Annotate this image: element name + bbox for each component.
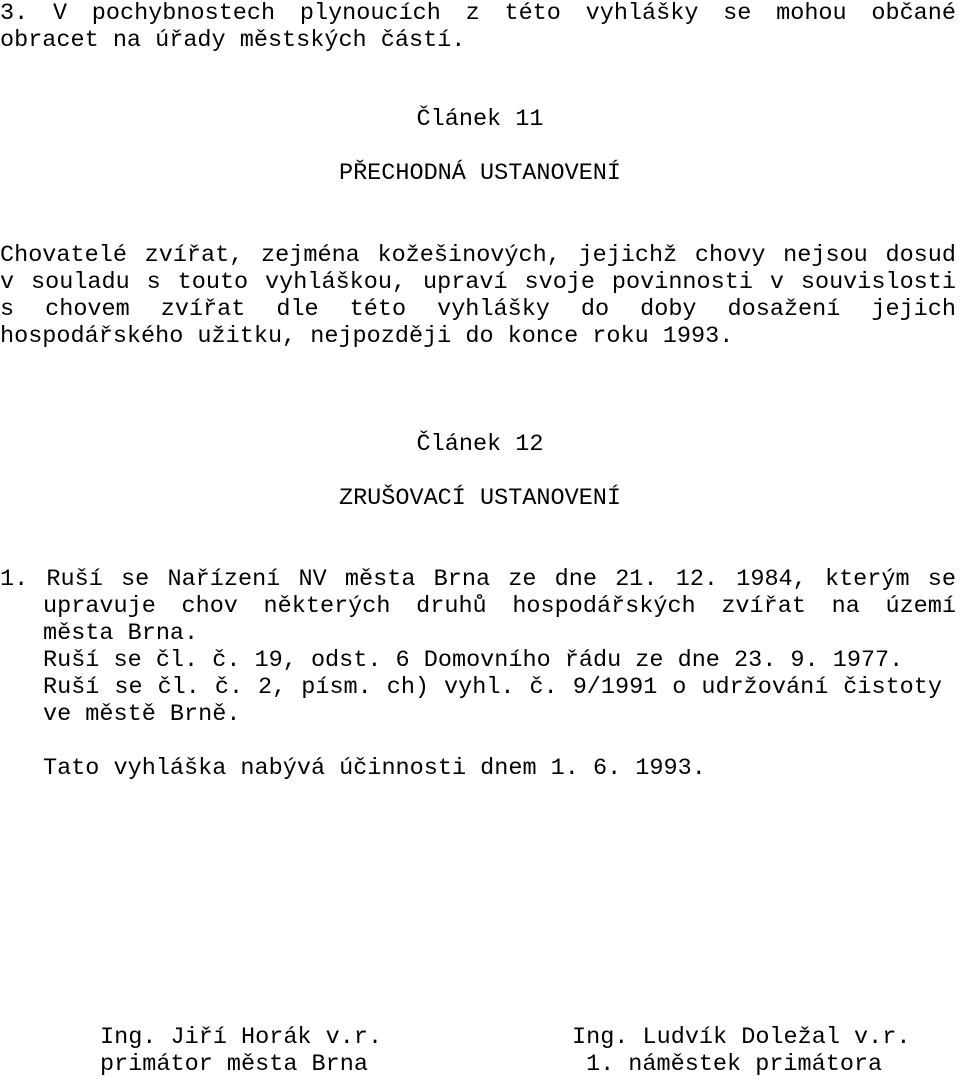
section-3-line-1: 3. V pochybnostech plynoucích z této vyhlášky se mohou občané [0,0,956,27]
signature-left-role: primátor města Brna [100,1051,368,1078]
article-12-item-1-line-1: 1. Ruší se Nařízení NV města Brna ze dne 21. 12. 1984, kterým se [0,566,956,593]
article-12-repeal-3-line-1: Ruší se čl. č. 2, písm. ch) vyhl. č. 9/1991 o udržování čistoty [43,674,942,701]
article-12-title: ZRUŠOVACÍ USTANOVENÍ [338,485,622,512]
signature-right-role: 1. náměstek primátora [586,1051,883,1078]
article-11-line-4: hospodářského užitku, nejpozději do konce roku 1993. [0,323,734,350]
article-11-line-1: Chovatelé zvířat, zejména kožešinových, jejichž chovy nejsou dosud [0,242,956,269]
article-12-repeal-3-line-2: ve městě Brně. [43,701,241,728]
effective-date-sentence: Tato vyhláška nabývá účinnosti dnem 1. 6. 1993. [43,755,706,782]
article-11-title: PŘECHODNÁ USTANOVENÍ [338,160,622,187]
article-11-heading: Článek 11 [416,106,544,133]
section-3-line-2: obracet na úřady městských částí. [0,27,466,54]
article-12-item-1-line-2: upravuje chov některých druhů hospodářských zvířat na území [43,593,956,620]
article-12-item-1-line-3: města Brna. [43,620,199,647]
signature-left-name: Ing. Jiří Horák v.r. [100,1024,383,1051]
article-12-repeal-2: Ruší se čl. č. 19, odst. 6 Domovního řádu ze dne 23. 9. 1977. [43,647,904,674]
article-11-line-3: s chovem zvířat dle této vyhlášky do doby dosažení jejich [0,296,956,323]
article-11-line-2: v souladu s touto vyhláškou, upraví svoje povinnosti v souvislosti [0,269,956,296]
article-12-heading: Článek 12 [416,431,544,458]
signature-right-name: Ing. Ludvík Doležal v.r. [572,1024,911,1051]
